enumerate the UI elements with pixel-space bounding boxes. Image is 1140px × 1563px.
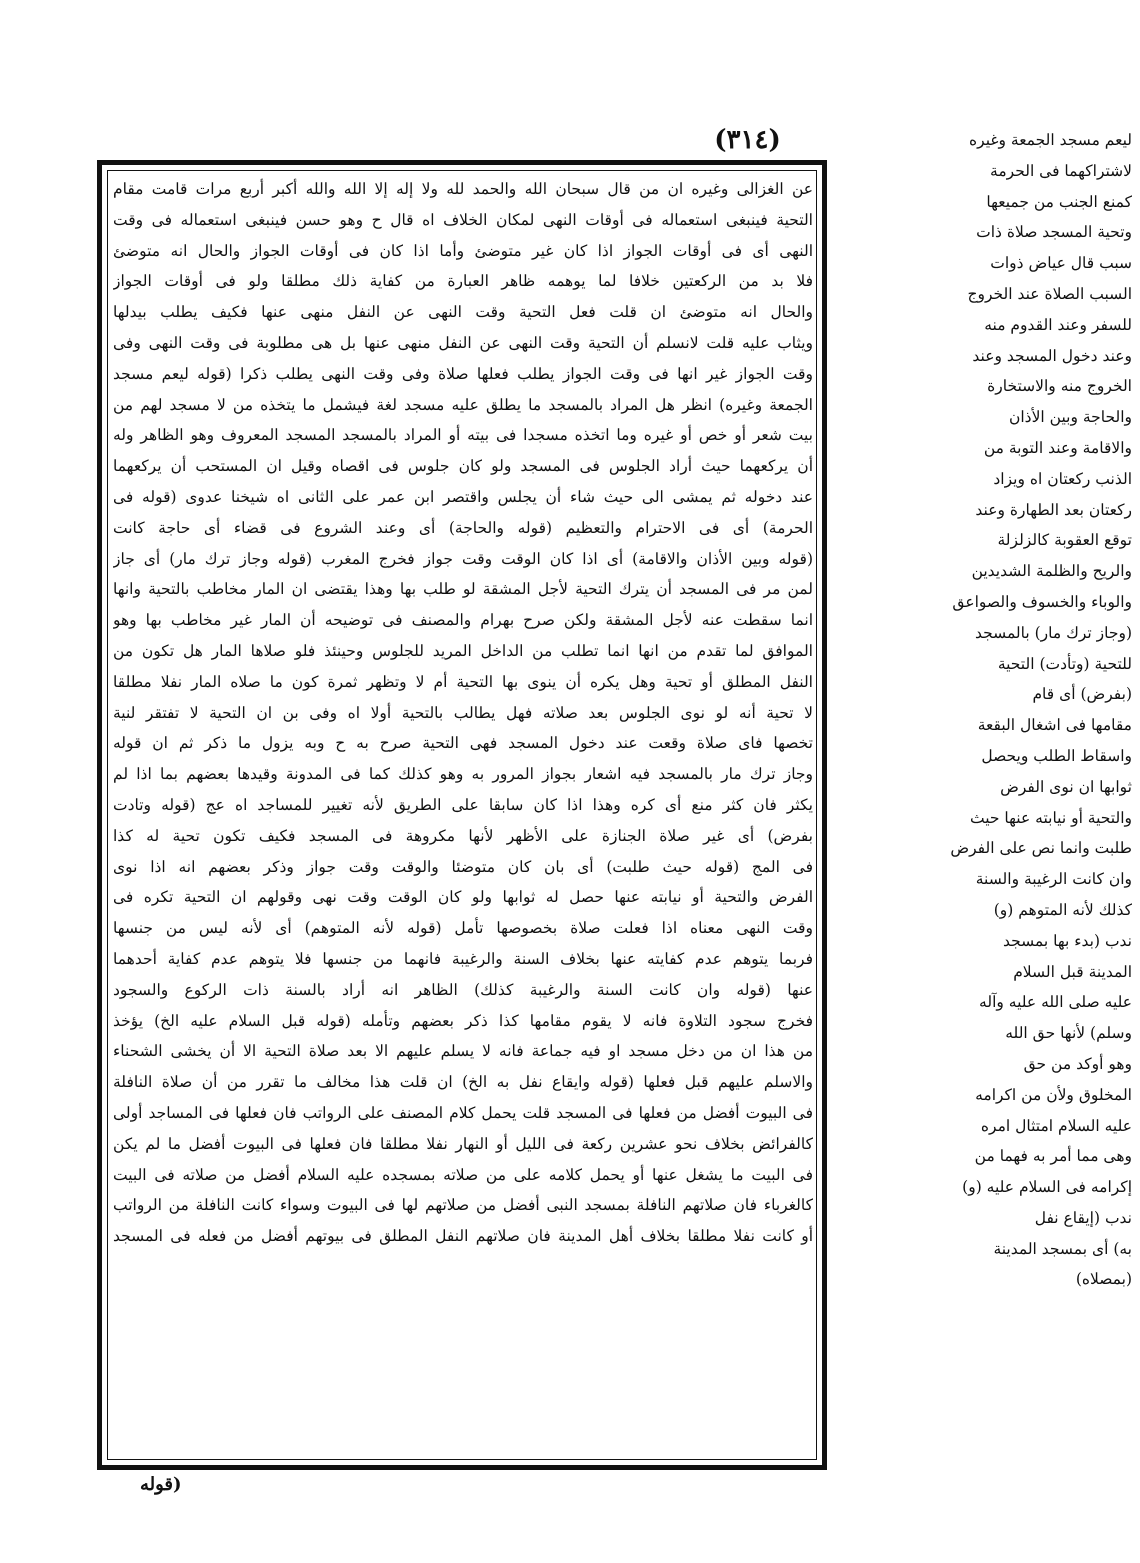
commentary-text-block: [113, 174, 813, 1457]
catchword: (قوله: [140, 1474, 182, 1495]
side-line: واسقاط الطلب ويحصل: [981, 746, 1132, 765]
text-line: الحرمة) أى فى الاحترام والتعظيم (قوله والحاجة) أى وعند الشروع فى قضاء أى حاجة كانت: [113, 518, 813, 537]
text-line: النهى أى فى أوقات الجواز اذا كان غير متوضئ وأما اذا كان فى أوقات الجواز والحال انه متوضئ: [113, 241, 813, 260]
text-line: وقت الجواز غير انها فى وقت الجواز يطلب فعلها صلاة وفى وقت النهى يطلب ذكرا (قوله ليعم مسجد: [113, 364, 813, 383]
side-line: المخلوق ولأن من اكرامه: [975, 1085, 1132, 1104]
side-line: كذلك لأنه المتوهم (و): [993, 900, 1132, 919]
text-line: كالغرباء فان صلاتهم النافلة بمسجد النبى أفضل من صلاتهم لها فى البيوت وسواء كانت النافلة من الرواتب: [113, 1196, 813, 1215]
text-line: فى البيوت أفضل من فعلها فى المسجد قلت يحمل كلام المصنف على الرواتب فان فعلها فى المساجد أولى: [113, 1103, 813, 1122]
text-line: بيت شعر أو خص أو غيره وما اتخذه مسجدا فى بيته أو المراد بالمسجد المسجد المعروف وهو الظاهر وله: [113, 426, 813, 445]
side-line: المدينة قبل السلام: [1013, 962, 1132, 981]
side-line: (بفرض) أى قام: [1032, 685, 1132, 704]
text-line: وجاز ترك مار بالمسجد فيه اشعار بجواز المرور به وهو كذلك كما فى المدونة وقيدها بعضهم بما اذا لم: [113, 765, 813, 784]
text-line: تخصها فاى صلاة وقعت عند دخول المسجد فهى التحية صرح به ح وبه يزول ما ذكر ثم ان قوله: [113, 734, 813, 753]
side-line: مقامها فى اشغال البقعة: [977, 716, 1132, 735]
side-line: الخروج منه والاستخارة: [987, 377, 1132, 396]
marginal-text-column: [832, 125, 1132, 1500]
text-line: لا تحية أنه لو نوى الجلوس بعد صلاته فهل يطالب بالتحية أولا اه وفى بن ان التحية لا تفتقر لنية: [113, 703, 813, 722]
text-line: النفل المطلق أو تحية وهل يكره أن ينوى بها التحية أم لا وتظهر ثمرة كون ما صلاه المار نفلا مطلقا: [113, 672, 813, 691]
text-line: (قوله وبين الأذان والاقامة) أى اذا كان الوقت وقت جواز فخرج المغرب (قوله وجاز ترك مار) أى جاز: [113, 549, 813, 568]
side-line: عليه السلام امتثال امره: [980, 1116, 1132, 1135]
side-line: ثوابها ان نوى الفرض: [1000, 777, 1132, 796]
text-line: كالفرائض بخلاف نحو عشرين ركعة فى الليل أو النهار نفلا مطلقا فان فعلها فى البيوت أفضل ما لم يكن: [113, 1134, 813, 1153]
side-line: للسفر وعند القدوم منه: [984, 315, 1132, 334]
text-line: عن الغزالى وغيره ان من قال سبحان الله والحمد لله ولا إله إلا الله والله أكبر أربع مرات قامت مقام: [113, 180, 813, 198]
side-line: (بمصلاه): [1075, 1270, 1132, 1289]
side-line: والريح والظلمة الشديدين: [971, 562, 1132, 581]
text-line: ويثاب عليه قلت لانسلم أن التحية وقت النهى عن النفل منهى عنها بل هى مطلوبة فى وقت النهى وفى: [113, 333, 813, 352]
text-line: وقت النهى معناه اذا فعلت صلاة بخصوصها تأمل (قوله لأنه المتوهم) أى لأنه ليس من جنسها: [113, 919, 813, 938]
text-line: فخرج سجود التلاوة فانه لا يقوم مقامها كذا ذكر بعضهم وتأمله (قوله قبل السلام عليه الخ) يؤخذ: [113, 1011, 813, 1030]
page-number: (٣١٤): [714, 125, 781, 155]
side-line: ركعتان بعد الطهارة وعند: [975, 500, 1132, 519]
text-line: التحية فينبغى استعماله فى أوقات النهى لمكان الخلاف اه قال ح وهو حسن فينبغى استعماله فى وقت: [113, 210, 813, 229]
text-line: أن يركعهما حيث أراد الجلوس فى المسجد ولو كان جلوس فى اقصاه وقيل ان المستحب أن يركعهما: [113, 457, 813, 476]
side-line: وتحية المسجد صلاة ذات: [976, 223, 1132, 242]
text-line: الفرض والتحية أو نيابته عنها حصل له ثوابها ولو كان الوقت وقت نهى وقولهم ان التحية تكره فى: [113, 888, 813, 907]
side-line: به) أى بمسجد المدينة: [993, 1239, 1132, 1258]
text-line: عند دخوله ثم يمشى الى حيث شاء أن يجلس واقتصر ابن عمر على الثانى اه شيخنا عدوى (قوله فى: [113, 487, 813, 506]
side-line: توقع العقوبة كالزلزلة: [997, 531, 1132, 550]
side-line: وهى مما أمر به فهما من: [974, 1147, 1132, 1166]
side-line: والاقامة وعند التوبة من: [983, 438, 1132, 457]
text-line: عنها (قوله وان كانت السنة والرغيبة كذلك) الظاهر انه أراد بالسنة ذات الركوع والسجود: [113, 980, 813, 999]
text-line: فى المج (قوله حيث طلبت) أى بان كان متوضئا والوقت وقت جواز وذكر بعضهم انه اذا نوى: [113, 857, 813, 876]
text-line: من هذا ان من دخل مسجد او فيه جماعة فانه لا يسلم عليهم الا بعد صلاة التحية الا أن يخشى الشحناء: [113, 1042, 813, 1061]
text-line: فلا بد من الركعتين خلافا لما يوهمه ظاهر العبارة من كفاية ذلك مطلقا ولو فى أوقات الجواز: [113, 272, 813, 291]
side-line: السبب الصلاة عند الخروج: [967, 284, 1132, 303]
side-line: كمنع الجنب من جميعها: [986, 192, 1132, 211]
side-line: ليعم مسجد الجمعة وغيره: [969, 131, 1132, 149]
text-line: فى البيت ما يشغل عنها أو يحمل كلامه على من صلاته بمسجده عليه السلام أفضل من صلاته فى البيت: [113, 1165, 813, 1184]
text-line: بفرض) أى غير صلاة الجنازة على الأظهر لأنها مكروهة فى المسجد فكيف تكون تحية له كذا: [113, 826, 813, 845]
text-line: انما سقطت عنه لأجل المشقة ولكن صرح بهرام والمصنف فى توضيحه أن المار غير مخاطب بها وهو: [113, 611, 813, 630]
side-line: وهو أوكد من حق: [1023, 1054, 1132, 1073]
side-line: وعند دخول المسجد وعند: [972, 346, 1132, 365]
side-line: وسلم) لأنها حق الله: [1005, 1024, 1132, 1043]
side-line: لاشتراكهما فى الحرمة: [990, 161, 1132, 180]
side-line: ندب (بدء بها بمسجد: [1002, 931, 1132, 950]
side-line: الذنب ركعتان اه ويزاد: [993, 469, 1132, 488]
text-line: والحال انه متوضئ ان قلت فعل التحية وقت النهى عن النفل منهى عنها فكيف يطلب بيدلها: [113, 303, 813, 322]
side-line: ندب (إيقاع نفل: [1034, 1208, 1132, 1227]
text-line: أو كانت نفلا مطلقا بخلاف أهل المدينة فان صلاتهم النفل المطلق فى بيوتهم أفضل من فعله فى المسجد: [113, 1227, 813, 1246]
side-line: وان كانت الرغيبة والسنة: [975, 870, 1132, 889]
side-line: (وجاز ترك مار) بالمسجد: [975, 623, 1132, 642]
text-line: لمن مر فى المسجد أن يترك التحية لأجل المشقة لو طلب بها وهذا يقتضى ان المار مخاطب بالتحية وانها: [113, 580, 813, 599]
side-line: والتحية أو نيابته عنها حيث: [970, 808, 1132, 827]
side-line: والحاجة وبين الأذان: [1008, 408, 1132, 427]
text-line: الجمعة وغيره) انظر هل المراد بالمسجد ما يطلق عليه مسجد لغة فيشمل ما يتخذه من لا مسجد لهم من: [113, 395, 813, 414]
text-line: فربما يتوهم عدم كفايته عنها بخلاف السنة والرغيبة فانهما من جنسها فلا يتوهم عدم كفاية أحدهما: [113, 949, 813, 968]
side-line: إكرامه فى السلام عليه (و): [962, 1178, 1132, 1197]
text-line: والاسلم عليهم قبل فعلها (قوله وايقاع نفل به الخ) ان قلت هذا مخالف ما تقرر من أن صلاة النافلة: [113, 1073, 813, 1092]
side-line: سبب قال عياض ذوات: [990, 254, 1132, 273]
side-line: والوباء والخسوف والصواعق: [952, 592, 1132, 611]
text-line: الموافق لما تقدم من انها انما تطلب من الداخل المريد للجلوس وحينئذ فلو صلاها المار هل تكون من: [113, 641, 813, 660]
side-line: عليه صلى الله عليه وآله: [979, 993, 1132, 1012]
text-line: يكثر فان كثر منع أى كره وهذا اذا كان سابقا على الطريق لأنه تغيير للمساجد اه عج (قوله وتادت: [113, 795, 813, 814]
side-line: للتحية (وتأدت) التحية: [997, 654, 1132, 673]
side-line: طلبت وانما نص على الفرض: [950, 839, 1132, 858]
